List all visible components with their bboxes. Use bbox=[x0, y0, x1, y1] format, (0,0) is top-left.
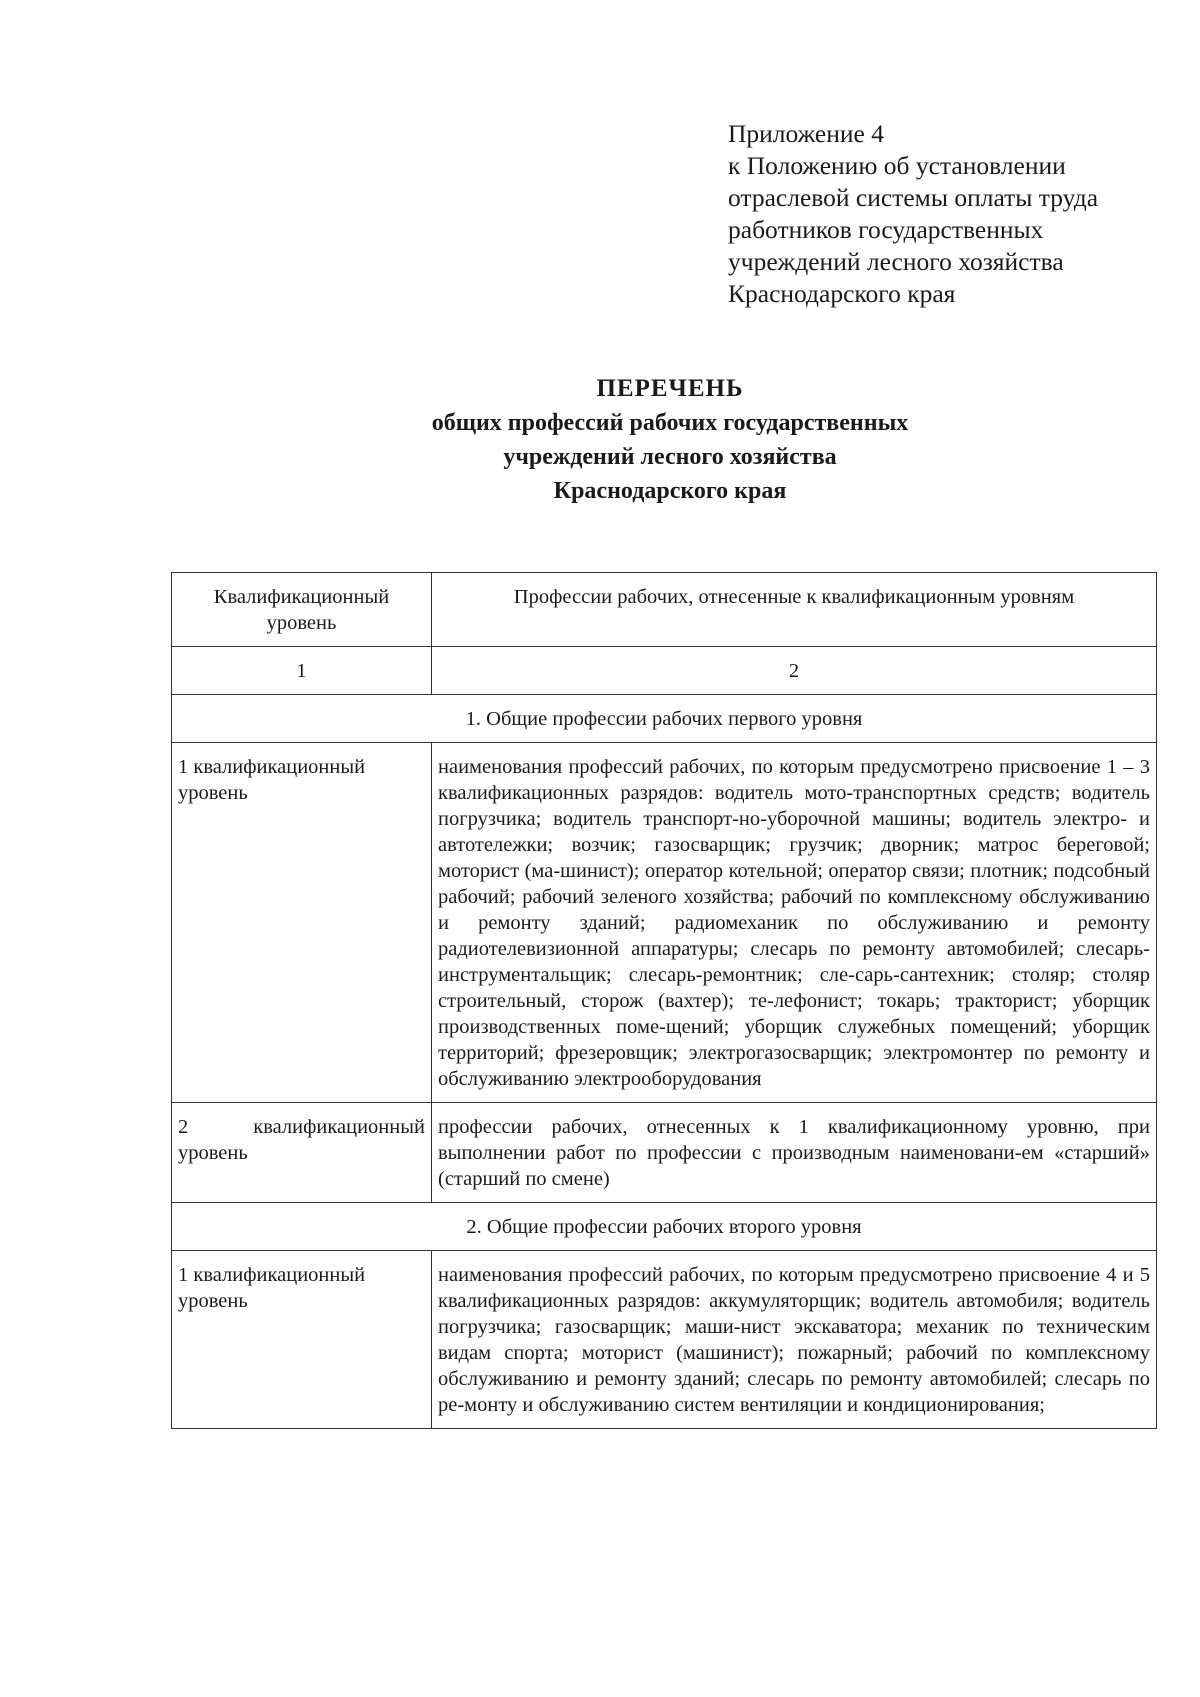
title-line: учреждений лесного хозяйства bbox=[503, 444, 837, 470]
column-number: 1 bbox=[172, 647, 432, 695]
qualification-level: 1 квалификационный уровень bbox=[172, 1251, 432, 1429]
header-level: Квалификационный уровень bbox=[172, 573, 432, 647]
qualification-level: 2 квалификационный уровень bbox=[172, 1103, 432, 1203]
professions-text: наименования профессий рабочих, по которым предусмотрено присвоение 1 – 3 квалификационных разрядов: водитель мото-транспортных средств; водитель погрузчика; водитель транспорт-но-уборочной машины; водитель электро- и автотележки; возчик; газосварщик; грузчик; дворник; матрос береговой; моторист (ма-шинист); оператор котельной; оператор связи; плотник; подсобный рабочий; рабочий зеленого хозяйства; рабочий по комплексному обслуживанию и ремонту зданий; радиомеханик по обслуживанию и ремонту радиотелевизионной аппаратуры; слесарь по ремонту автомобилей; слесарь-инструментальщик; слесарь-ремонтник; сле-сарь-сантехник; столяр; столяр строительный, сторож (вахтер); те-лефонист; токарь; тракторист; уборщик производственных поме-щений; уборщик служебных помещений; уборщик территорий; фрезеровщик; электрогазосварщик; электромонтер по ремонту и обслуживанию электрооборудования bbox=[432, 743, 1157, 1103]
appendix-line: к Положению об установлении bbox=[728, 151, 1066, 180]
column-number-row bbox=[172, 647, 1157, 695]
appendix-line: Приложение 4 bbox=[728, 119, 884, 148]
title-line: общих профессий рабочих государственных bbox=[431, 410, 909, 436]
section-row bbox=[172, 695, 1157, 743]
table-row bbox=[172, 743, 1157, 1103]
title-line: Краснодарского края bbox=[553, 478, 787, 504]
column-number: 2 bbox=[432, 647, 1157, 695]
professions-text: профессии рабочих, отнесенных к 1 квалификационному уровню, при выполнении работ по профессии с производным наименовани-ем «старший» (старший по смене) bbox=[432, 1103, 1157, 1203]
table-row bbox=[172, 1251, 1157, 1429]
qualification-level: 1 квалификационный уровень bbox=[172, 743, 432, 1103]
header-professions: Профессии рабочих, отнесенные к квалификационным уровням bbox=[432, 573, 1157, 647]
appendix-line: отраслевой системы оплаты труда bbox=[728, 183, 1099, 212]
professions-table bbox=[171, 572, 1157, 1429]
document-title bbox=[175, 372, 1165, 508]
table-row bbox=[172, 1103, 1157, 1203]
table-header-row bbox=[172, 573, 1157, 647]
professions-text: наименования профессий рабочих, по которым предусмотрено присвоение 4 и 5 квалификационных разрядов: аккумуляторщик; водитель автомобиля; водитель погрузчика; газосварщик; маши-нист экскаватора; механик по техническим видам спорта; моторист (машинист); пожарный; рабочий по комплексному обслуживанию и ремонту зданий; слесарь по ремонту автомобилей; слесарь по ре-монту и обслуживанию систем вентиляции и кондиционирования; bbox=[432, 1251, 1157, 1429]
section-title: 2. Общие профессии рабочих второго уровня bbox=[172, 1203, 1157, 1251]
appendix-line: работников государственных bbox=[728, 215, 1044, 244]
appendix-line: Краснодарского края bbox=[728, 279, 956, 308]
appendix-header bbox=[728, 118, 1098, 310]
section-row bbox=[172, 1203, 1157, 1251]
title-main: ПЕРЕЧЕНЬ bbox=[596, 375, 744, 402]
section-title: 1. Общие профессии рабочих первого уровня bbox=[172, 695, 1157, 743]
appendix-line: учреждений лесного хозяйства bbox=[728, 247, 1064, 276]
